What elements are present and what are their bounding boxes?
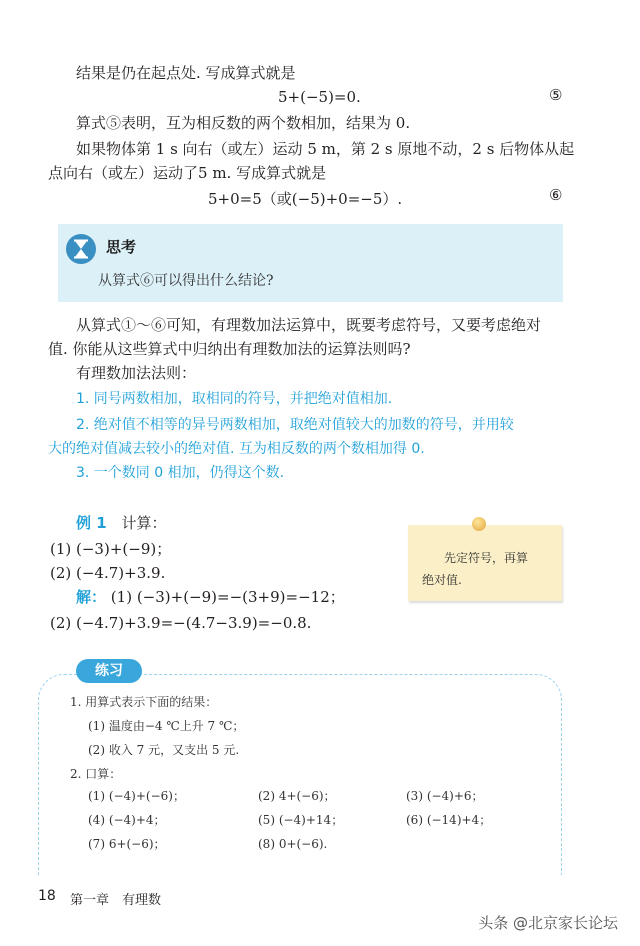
note-line: 绝对值.: [422, 573, 462, 587]
solution-label: 解：: [76, 588, 107, 606]
practice-tab: 练习: [76, 659, 142, 683]
equation-number: ⑤: [549, 86, 563, 104]
chapter-title: 第一章 有理数: [70, 893, 162, 908]
example-solution: [76, 586, 345, 608]
equation-6: 5+0=5（或(−5)+0=−5）.: [208, 190, 403, 208]
practice-item: (1) (−4)+(−6)；: [88, 789, 185, 803]
rule-1: 1. 同号两数相加，取相同的符号，并把绝对值相加.: [76, 391, 393, 407]
rules-label: 有理数加法法则：: [76, 364, 197, 382]
rule-2b: 大的绝对值减去较小的绝对值. 互为相反数的两个数相加得 0.: [48, 441, 425, 457]
practice-item: (4) (−4)+4；: [88, 813, 166, 827]
text-line: 从算式①～⑥可知，有理数加法运算中，既要考虑符号，又要考虑绝对: [76, 316, 542, 334]
practice-q1a: (1) 温度由−4 ℃上升 7 ℃；: [88, 719, 245, 733]
text-line: 点向右（或左）运动了5 m. 写成算式就是: [48, 164, 327, 182]
practice-q1b: (2) 收入 7 元，又支出 5 元.: [88, 743, 240, 757]
think-question: 从算式⑥可以得出什么结论?: [98, 273, 274, 289]
solution-a1: (1) (−3)+(−9)=−(3+9)=−12；: [110, 588, 345, 606]
page-number: 18: [38, 888, 56, 904]
think-title: 思考: [106, 238, 137, 256]
note-line: 先定符号，再算: [444, 551, 529, 565]
practice-item: (7) 6+(−6)；: [88, 837, 166, 851]
watermark: 头条 @北京家长论坛: [478, 914, 618, 932]
equation-5: 5+(−5)=0.: [278, 88, 361, 106]
practice-q1: 1. 用算式表示下面的结果：: [70, 695, 218, 709]
practice-item: (2) 4+(−6)；: [258, 789, 336, 803]
practice-item: (3) (−4)+6；: [406, 789, 484, 803]
solution-a2: (2) (−4.7)+3.9=−(4.7−3.9)=−0.8.: [50, 614, 312, 632]
note-text: [422, 547, 528, 591]
practice-q2: 2. 口算：: [70, 767, 122, 781]
sticky-note: [408, 525, 562, 601]
example-heading: [76, 512, 166, 534]
practice-item: (5) (−4)+14；: [258, 813, 344, 827]
text-line: 结果是仍在起点处. 写成算式就是: [76, 64, 296, 82]
text-line: 值. 你能从这些算式中归纳出有理数加法的运算法则吗?: [48, 340, 411, 358]
rule-3: 3. 一个数同 0 相加，仍得这个数.: [76, 465, 285, 481]
hourglass-icon: [66, 234, 96, 264]
equation-number: ⑥: [549, 186, 563, 204]
text-line: 如果物体第 1 s 向右（或左）运动 5 m，第 2 s 原地不动，2 s 后物体从起: [76, 140, 575, 158]
example-title: 例 1: [76, 514, 107, 532]
example-q2: (2) (−4.7)+3.9.: [50, 564, 166, 582]
pushpin-icon: [472, 517, 486, 531]
example-q1: (1) (−3)+(−9)；: [50, 540, 172, 558]
example-task: 计算：: [121, 514, 167, 532]
practice-item: (6) (−14)+4；: [406, 813, 492, 827]
think-box: [58, 224, 563, 302]
text-line: 算式⑤表明，互为相反数的两个数相加，结果为 0.: [76, 114, 411, 132]
rule-2a: 2. 绝对值不相等的异号两数相加，取绝对值较大的加数的符号，并用较: [76, 417, 514, 433]
practice-item: (8) 0+(−6).: [258, 837, 328, 851]
